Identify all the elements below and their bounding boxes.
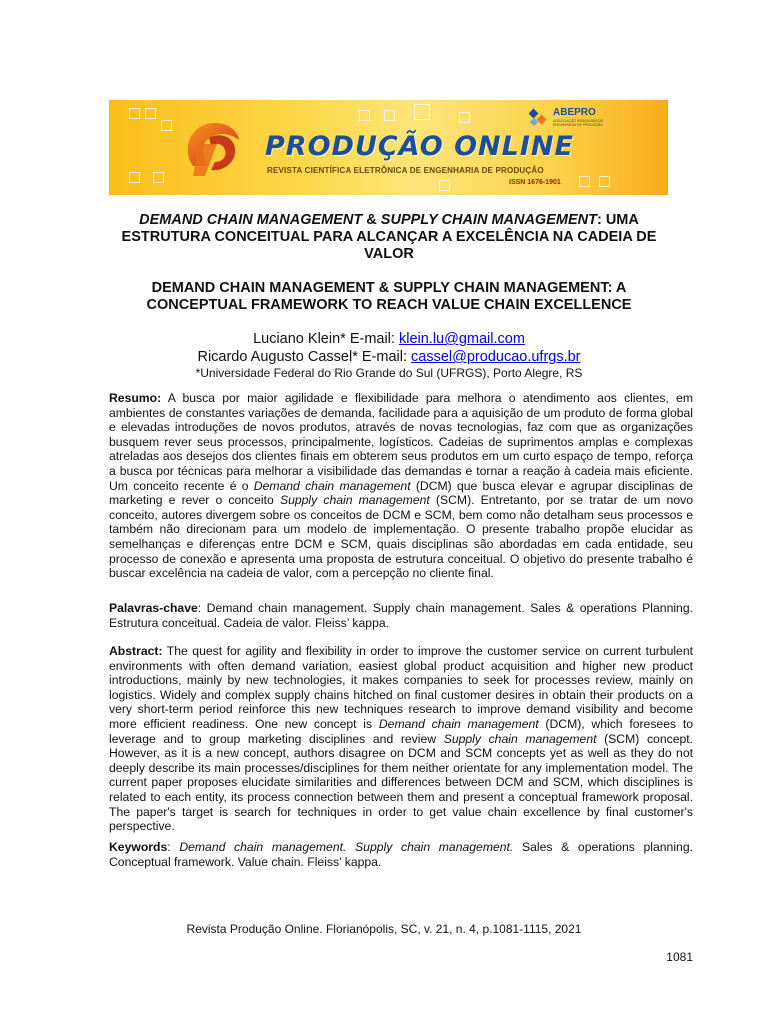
author-name: Luciano Klein* E-mail:	[253, 331, 399, 347]
partner-logo	[529, 107, 629, 129]
title-term-scm: SUPPLY CHAIN MANAGEMENT	[380, 212, 597, 228]
abstract-text: The quest for agility and flexibility in order to improve the customer service on current turbulent environments with often demand variation, easiest global product acquisition and higher new product introductions, mainly by new technologies, it makes companies to seek for processes review, mainly on logistics. Widely and complex supply chains hitched on final customer desires in obtain their products on a very short-term period reinforce this new techniques research to improve demand visibility and become more efficient readiness. One new concept is	[109, 644, 693, 731]
decorative-square	[439, 180, 450, 191]
resumo-paragraph	[109, 391, 693, 581]
author-email-link[interactable]: klein.lu@gmail.com	[398, 331, 525, 347]
journal-banner	[109, 100, 668, 195]
decorative-square	[153, 172, 164, 183]
decorative-square	[599, 176, 610, 187]
decorative-square	[414, 104, 430, 120]
resumo-term: Supply chain management	[279, 493, 430, 508]
decorative-square	[129, 172, 140, 183]
title-ampersand: &	[362, 212, 381, 228]
decorative-square	[459, 112, 470, 123]
abstract-text: (SCM) concept. However, as it is a new concept, authors disagree on DCM and SCM concepts yet as well as they do not deeply describe its main processes/disciplines for them neither orientate for any implementation model. The current paper proposes elucidate similarities and differences between DCM and SCM, which disciplines is related to each entity, its process connection between them and present a conceptual framework proposal. The paper's target is search for techniques in order to get value chain excellence by final customer's perspective.	[109, 731, 694, 834]
abstract-paragraph	[109, 644, 693, 834]
palavras-chave-text: : Demand chain management. Supply chain management. Sales & operations Planning. Estrutura conceitual. Cadeia de valor. Fleiss’ kappa.	[109, 601, 693, 630]
title-term-dcm: DEMAND CHAIN MANAGEMENT	[139, 212, 363, 228]
journal-logo-icon	[179, 114, 249, 184]
decorative-square	[579, 176, 590, 187]
author-line	[100, 330, 678, 348]
author-line	[100, 348, 678, 366]
keywords-label: Keywords	[109, 840, 168, 854]
article-title-english: DEMAND CHAIN MANAGEMENT & SUPPLY CHAIN MANAGEMENT: A CONCEPTUAL FRAMEWORK TO REACH VALUE CHAIN EXCELLENCE	[146, 280, 632, 313]
abstract-label: Abstract:	[109, 644, 163, 658]
abepro-logo-icon	[529, 108, 549, 128]
abstract-term: Supply chain management	[443, 731, 597, 746]
journal-citation-footer: Revista Produção Online. Florianópolis, SC, v. 21, n. 4, p.1081-1115, 2021	[186, 922, 582, 936]
resumo-label: Resumo:	[109, 391, 162, 405]
keywords-text: Sales & operations planning. Conceptual framework. Value chain. Fleiss’ kappa.	[109, 840, 693, 869]
decorative-square	[129, 108, 140, 119]
author-email-link[interactable]: cassel@producao.ufrgs.br	[411, 349, 581, 365]
abstract-text: (DCM), which foresees to leverage and to group marketing disciplines and review	[109, 716, 693, 746]
journal-title: PRODUÇÃO ONLINE	[265, 131, 574, 162]
resumo-text: (DCM) que busca elevar e agrupar disciplinas de marketing e rever o conceito	[109, 478, 693, 508]
article-title-portuguese	[100, 212, 678, 263]
decorative-square	[145, 108, 156, 119]
title-remainder: : UMA ESTRUTURA CONCEITUAL PARA ALCANÇAR A EXCELÊNCIA NA CADEIA DE VALOR	[121, 212, 657, 262]
resumo-text: (SCM). Entretanto, por se tratar de um novo conceito, autores divergem sobre os conceitos de DCM e SCM, bem como não detalham seus processos e também não direcionam para um modelo de implementação. O presente trabalho propõe elucidar as semelhanças e diferenças entre DCM e SCM, quais disciplinas são abordadas em cada entidade, seu processo de conexão e apresenta uma proposta de estrutura conceitual. O objetivo do presente trabalho é buscar excelência na cadeia de valor, com a percepção no cliente final.	[109, 493, 693, 581]
keywords-italic: Demand chain management. Supply chain management.	[179, 840, 514, 854]
palavras-chave-label: Palavras-chave	[109, 601, 198, 615]
abstract-term: Demand chain management	[378, 716, 539, 731]
keywords-separator: :	[167, 840, 180, 854]
author-name: Ricardo Augusto Cassel* E-mail:	[197, 349, 412, 365]
keywords-paragraph	[109, 840, 693, 869]
authors-block	[100, 330, 678, 380]
journal-tagline: REVISTA CIENTÍFICA ELETRÔNICA DE ENGENHARIA DE PRODUÇÃO	[267, 166, 544, 175]
journal-issn: ISSN 1676-1901	[509, 179, 561, 186]
partner-name: ABEPRO	[553, 107, 596, 118]
partner-subtitle: ASSOCIAÇÃO BRASILEIRA DE ENGENHARIA DE PRODUÇÃO	[553, 119, 604, 127]
author-affiliation: *Universidade Federal do Rio Grande do Sul (UFRGS), Porto Alegre, RS	[195, 366, 583, 380]
decorative-square	[384, 110, 395, 121]
resumo-text: A busca por maior agilidade e flexibilidade para melhora o atendimento aos clientes, em ambientes de constantes variações de demanda, facilidade para a aquisição de um produto de forma global e elevadas introduções de novos produtos, através de novas tecnologias, faz com que as organizações busquem rever seus processos, principalmente, logísticos. Cadeias de suprimentos amplas e complexas atreladas aos desejos dos clientes finais em obterem seus produtos em um curto espaço de tempo, reforça a busca por técnicas para melhorar a visibilidade das demandas e tornar a reação à cadeia mais eficiente. Um conceito recente é o	[109, 391, 693, 493]
palavras-chave-paragraph	[109, 601, 693, 630]
resumo-term: Demand chain management	[253, 478, 411, 493]
decorative-square	[161, 120, 172, 131]
page-number: 1081	[666, 950, 693, 964]
decorative-square	[359, 110, 370, 121]
